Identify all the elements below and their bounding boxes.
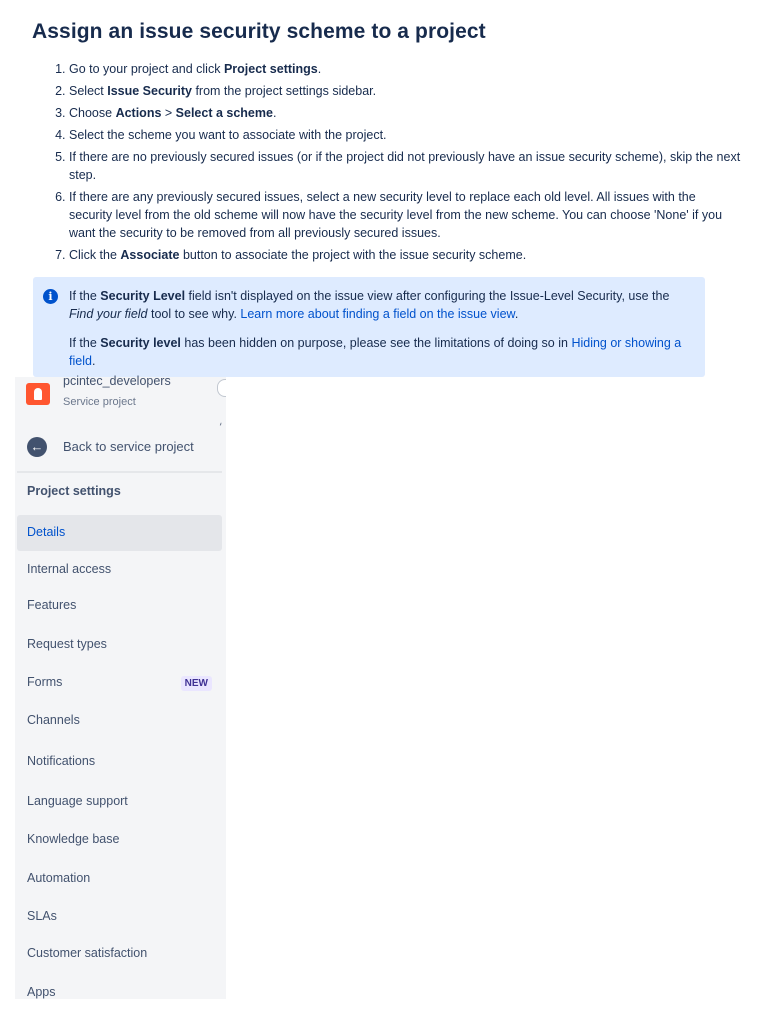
project-header[interactable] xyxy=(15,374,226,417)
nav-label: Channels xyxy=(27,713,80,727)
back-label: Back to service project xyxy=(63,439,194,454)
sidebar-item-internal-access[interactable] xyxy=(17,552,222,588)
sidebar-item-request-types[interactable] xyxy=(17,627,222,663)
sidebar-item-customer-satisfaction[interactable] xyxy=(17,936,222,972)
nav-label: Customer satisfaction xyxy=(27,946,148,960)
new-badge: NEW xyxy=(181,676,212,691)
sidebar-item-language-support[interactable] xyxy=(17,784,222,820)
sidebar-item-slas[interactable] xyxy=(17,899,222,935)
sidebar-collapse-handle[interactable] xyxy=(217,379,226,397)
divider xyxy=(17,471,222,473)
nav-label: Language support xyxy=(27,794,128,808)
nav-label: Knowledge base xyxy=(27,832,120,846)
step-item: 6. If there are any previously secured issues, select a new security level to replace each old level. All issues with the security level from the old scheme will now have the security level from the new scheme. You can choose 'None' if you want the security to be removed from all previously secured issues. xyxy=(69,188,741,243)
project-name: pcintec_developers xyxy=(63,374,171,388)
page-title: Assign an issue security scheme to a project xyxy=(32,20,486,43)
sidebar-item-details[interactable] xyxy=(17,515,222,551)
nav-label: Internal access xyxy=(27,562,112,576)
sidebar-item-channels[interactable] xyxy=(17,703,222,739)
nav-label: Automation xyxy=(27,871,91,885)
nav-label: Apps xyxy=(27,985,56,999)
step-item: 4. Select the scheme you want to associate with the project. xyxy=(69,126,741,144)
hiding-field-link[interactable]: Hiding or showing a field xyxy=(69,335,682,368)
project-type: Service project xyxy=(63,396,136,408)
sidebar-item-forms[interactable] xyxy=(17,665,222,701)
step-item: 2. Select Issue Security from the project settings sidebar. xyxy=(69,82,741,100)
nav-label: Features xyxy=(27,598,77,612)
sidebar-item-automation[interactable] xyxy=(17,861,222,897)
step-item: 5. If there are no previously secured issues (or if the project did not previously have an issue security scheme), skip the next step. xyxy=(69,148,741,185)
back-to-service-project[interactable] xyxy=(15,435,226,459)
info-paragraph-1: If the Security Level field isn't displayed on the issue view after configuring the Issue-Level Security, use the Find your field tool to see why. Learn more about finding a field on the issue view. xyxy=(69,289,670,322)
step-item: 1. Go to your project and click Project settings. xyxy=(69,60,741,78)
info-panel xyxy=(33,277,705,377)
arrow-left-icon: ← xyxy=(27,437,47,457)
section-title: Project settings xyxy=(27,484,121,498)
info-icon: i xyxy=(43,289,58,304)
nav-label: Request types xyxy=(27,637,107,651)
nav-label: SLAs xyxy=(27,909,57,923)
find-field-link[interactable]: Learn more about finding a field on the issue view xyxy=(240,307,515,322)
step-item: 3. Choose Actions > Select a scheme. xyxy=(69,104,741,122)
project-settings-sidebar xyxy=(15,374,226,999)
sidebar-item-features[interactable] xyxy=(17,588,222,624)
step-item: 7. Click the Associate button to associate the project with the issue security scheme. xyxy=(69,246,741,264)
sidebar-item-knowledge-base[interactable] xyxy=(17,822,222,858)
project-avatar xyxy=(26,383,50,405)
nav-label: Details xyxy=(27,525,66,539)
cursor-icon: ⸲ xyxy=(219,415,222,427)
nav-label: Notifications xyxy=(27,754,96,768)
sidebar-item-notifications[interactable] xyxy=(17,744,222,780)
nav-label: Forms xyxy=(27,675,63,689)
steps-list xyxy=(32,60,741,268)
info-paragraph-2: If the Security level has been hidden on purpose, please see the limitations of doing so in Hiding or showing a field. xyxy=(69,335,682,368)
sidebar-item-apps[interactable] xyxy=(17,975,222,1011)
